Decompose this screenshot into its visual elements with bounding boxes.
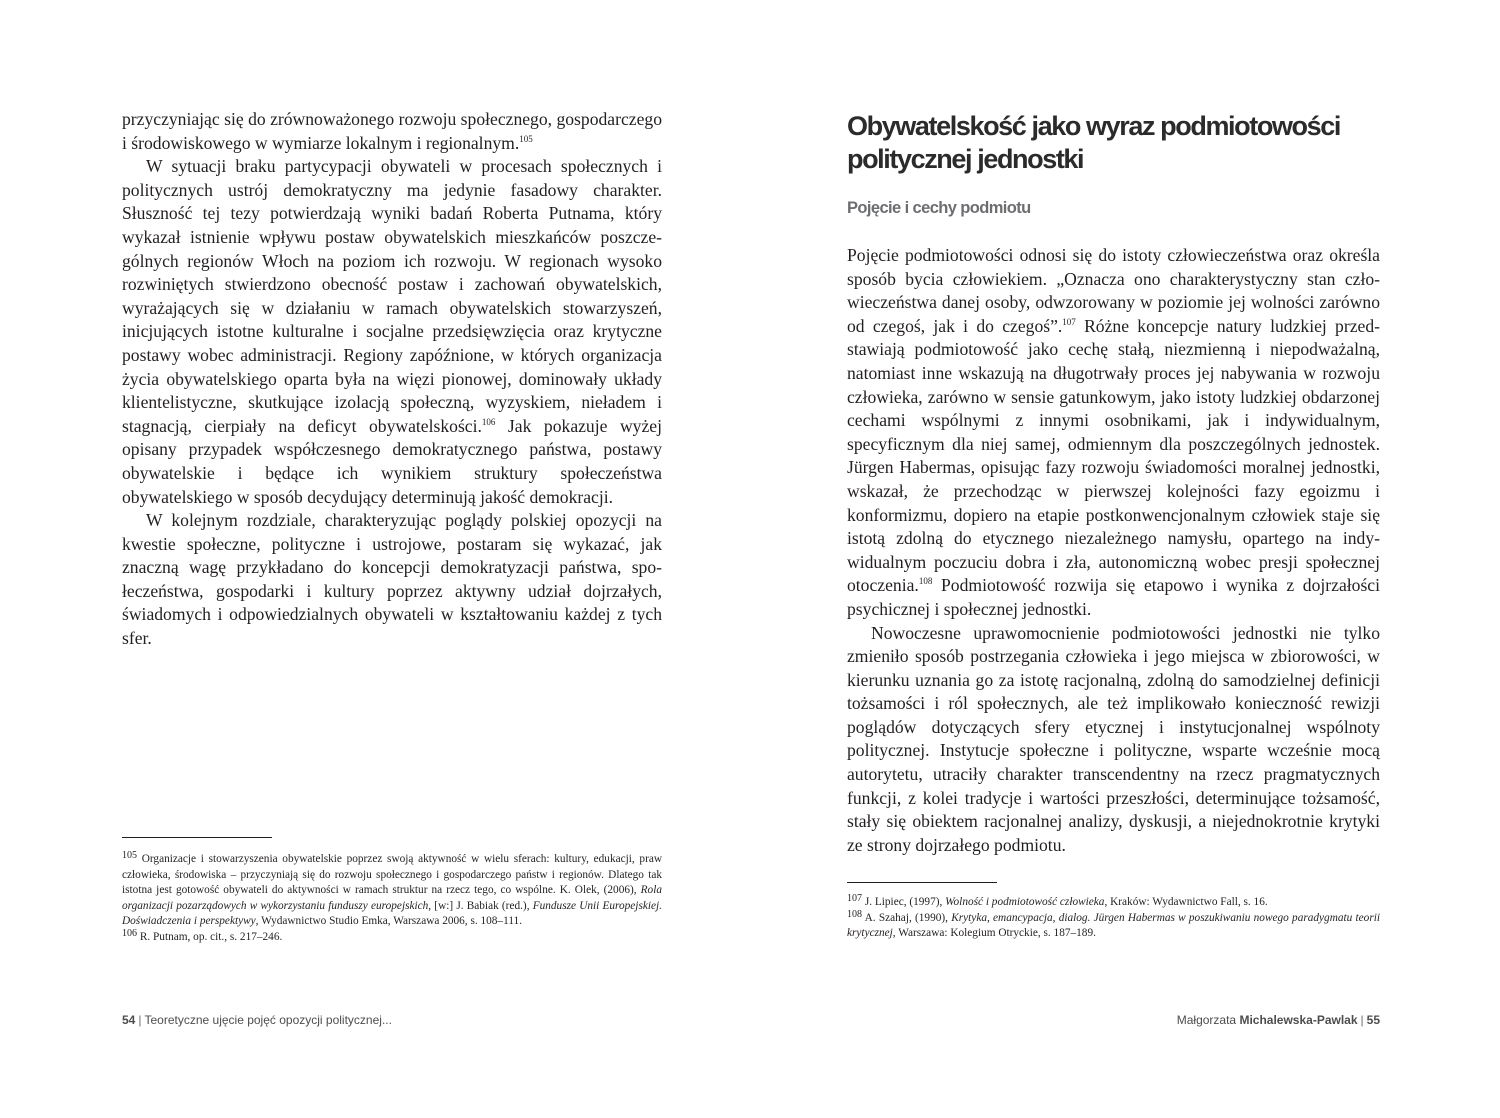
footnote-reference: 106 (481, 416, 496, 427)
text-run: , Wydawnictwo Studio Emka, Warszawa 2006, s. 108–111. (255, 915, 523, 928)
author-last-name: Michalewska-Pawlak (1239, 1013, 1358, 1027)
chapter-title-line-2: politycznej jednostki (847, 144, 1084, 174)
text-run: Nowoczesne uprawomocnienie podmiotowości jednostki nie tylko zmieniło sposób postrzegania człowieka i jego miejsca w zbiorowości, w kierunku uznania go za istotę racjonalną, zdolną do samodzielnej definicji tożsamości i ról społecznych, ale też implikowało konieczność rewizji poglądów dotyczących sfery etycznej i instytucjonalnej wspólnoty politycznej. Instytucje społeczne i polityczne, wsparte wcześnie mocą autorytetu, utraciły charakter transcendentny na rzecz pragmatycznych funkcji, z kolei tradycje i wartości przeszłości, determinujące tożsamość, stały się obiektem racjonalnej analizy, dyskusji, a niejednokrotnie krytyki ze strony dojrzałego podmiotu. (847, 622, 1380, 855)
footnote (847, 908, 1381, 942)
right-folio (1177, 1013, 1380, 1027)
footnote-number: 105 (122, 850, 137, 861)
author-first-name: Małgorzata (1176, 1013, 1237, 1027)
paragraph (847, 244, 1380, 622)
text-run: W sytuacji braku partycypacji obywateli w procesach społecznych i politycznych ustrój demokratyczny ma jedynie fasadowy charakter. Słuszność tej tezy potwierdzają wyniki badań Roberta Putnama, który wykazał istnienie wpływu postaw obywatelskich mieszkańców poszczególnych regionów Włoch na poziom ich rozwoju. W regionach wysoko rozwiniętych stwierdzono obecność postaw i zachowań obywatelskich, wyrażających się w działaniu w ramach obywatelskich stowarzyszeń, inicjujących istotne kulturalne i socjalne przedsięwzięcia oraz krytyczne postawy wobec administracji. Regiony zapóźnione, w których organizacja życia obywatelskiego oparta była na więzi pionowej, dominowały układy klientelistyczne, skutkujące izolacją społeczną, wyzyskiem, nieładem i stagnacją, cierpiały na deficyt obywatelskości. (122, 156, 662, 436)
right-page (847, 0, 1380, 1118)
footnote-number: 108 (847, 908, 862, 920)
text-run: J. Lipiec, (1997), (864, 896, 946, 908)
left-folio-separator: | (138, 1013, 142, 1027)
left-body-text (122, 108, 662, 651)
text-run: Organizacje i stowarzyszenia obywatelskie poprzez swoją aktywność w wielu sferach: kultury, edukacji, praw człowieka, środowiska – przyczyniają się do rozwoju społecznego i gospodarczego państw i regionów. Dlatego tak istotna jest gotowość obywateli do aktywności w ramach struktur na rzecz tego, co wspólne. K. Olek, (2006), (122, 853, 662, 897)
text-run: Różne koncepcje natury ludzkiej przedstawiają podmiotowość jako cechę stałą, niezmienną i niepodważalną, natomiast inne wskazują na długotrwały proces jej nabywania w rozwoju człowieka, zarówno w sensie gatunkowym, jako istoty ludzkiej obdarzonej cechami wspólnymi z innymi osobnikami, jak i indywidualnym, specyficznym dla niej samej, odmiennym dla poszczególnych jednostek. Jürgen Habermas, opisując fazy rozwoju świadomości moralnej jednostki, wskazał, że przechodząc w pierwszej kolejności fazy egoizmu i konformizmu, dopiero na etapie postkonwencjonalnym człowiek staje się istotą zdolną do etycznego niezależnego namysłu, opartego na indywidualnym poczuciu dobra i zła, autonomiczną wobec presji społecznej otoczenia. (847, 315, 1380, 596)
right-footnote-rule (847, 882, 997, 883)
running-head: Teoretyczne ujęcie pojęć opozycji politycznej... (144, 1013, 392, 1027)
footnote (122, 852, 662, 930)
footnote-number: 107 (847, 893, 862, 904)
paragraph (122, 108, 662, 155)
italic-title: Wolność i podmiotowość człowieka (945, 896, 1105, 908)
footnote-reference: 107 (1062, 316, 1076, 327)
right-footnotes (847, 895, 1380, 942)
text-run: R. Putnam, op. cit., s. 217–246. (139, 930, 283, 943)
footnote (847, 895, 1380, 911)
text-run: Podmiotowość rozwija się etapowo i wynika z dojrzałości psychicznej i społecznej jednostki. (847, 575, 1380, 619)
text-run: W kolejnym rozdziale, charakteryzując poglądy polskiej opozycji na kwestie społeczne, polityczne i ustrojowe, postaram się wykazać, jak znaczną wagę przykładano do koncepcji demokratyzacji państwa, społeczeństwa, gospodarki i kultury poprzez aktywny udział dojrzałych, świadomych i odpowiedzialnych obywateli w kształtowaniu każdej z tych sfer. (122, 510, 662, 649)
left-page-number: 54 (122, 1013, 136, 1027)
left-page (122, 0, 662, 1118)
footnote (122, 927, 662, 946)
italic-title: Rola organizacji pozarządowych w wykorzystaniu funduszy europejskich (122, 884, 662, 912)
footnote-number: 106 (122, 927, 137, 939)
paragraph (847, 622, 1380, 858)
text-run: , Kraków: Wydawnictwo Fall, s. 16. (1104, 896, 1268, 908)
section-title: Pojęcie i cechy podmiotu (847, 199, 1031, 217)
text-run: A. Szahaj, (1990), (864, 911, 952, 924)
left-footnote-rule (122, 837, 272, 838)
italic-title: Fundusze Unii Europejskiej. Doświadczenia i perspektywy (122, 899, 662, 928)
left-footnotes (122, 852, 662, 946)
footnote-reference: 105 (519, 133, 533, 144)
right-body-text (847, 244, 1380, 857)
paragraph (122, 509, 662, 651)
paragraph (122, 155, 662, 509)
chapter-title-line-1: Obywatelskość jako wyraz podmiotowości (847, 111, 1340, 141)
text-run: Pojęcie podmiotowości odnosi się do istoty człowieczeństwa oraz określa sposób bycia człowiekiem. „Oznacza ono charakterystyczny stan człowieczeństwa danej osoby, odwzorowany w poziomie jej wolności zarówno od czegoś, jak i do czegoś”. (847, 245, 1380, 336)
text-run: , Warszawa: Kolegium Otryckie, s. 187–189. (892, 927, 1096, 940)
text-run: przyczyniając się do zrównoważonego rozwoju społecznego, gospodarczego i środowiskowego w wymiarze lokalnym i regionalnym. (122, 109, 662, 153)
right-page-number: 55 (1366, 1013, 1380, 1027)
footnote-reference: 108 (918, 576, 933, 587)
right-folio-separator: | (1360, 1013, 1364, 1027)
chapter-title (847, 110, 1340, 176)
text-run: , [w:] J. Babiak (red.), (428, 899, 533, 912)
left-folio (122, 1013, 392, 1027)
text-run: Jak pokazuje wyżej opisany przypadek współczesnego demokratycznego państwa, postawy obywatelskie i będące ich wynikiem struktury społeczeństwa obywatelskiego w sposób decydujący determinują jakość demokracji. (122, 415, 662, 507)
italic-title: Krytyka, emancypacja, dialog. Jürgen Habermas w poszukiwaniu nowego paradygmatu teorii krytycznej (847, 911, 1381, 940)
